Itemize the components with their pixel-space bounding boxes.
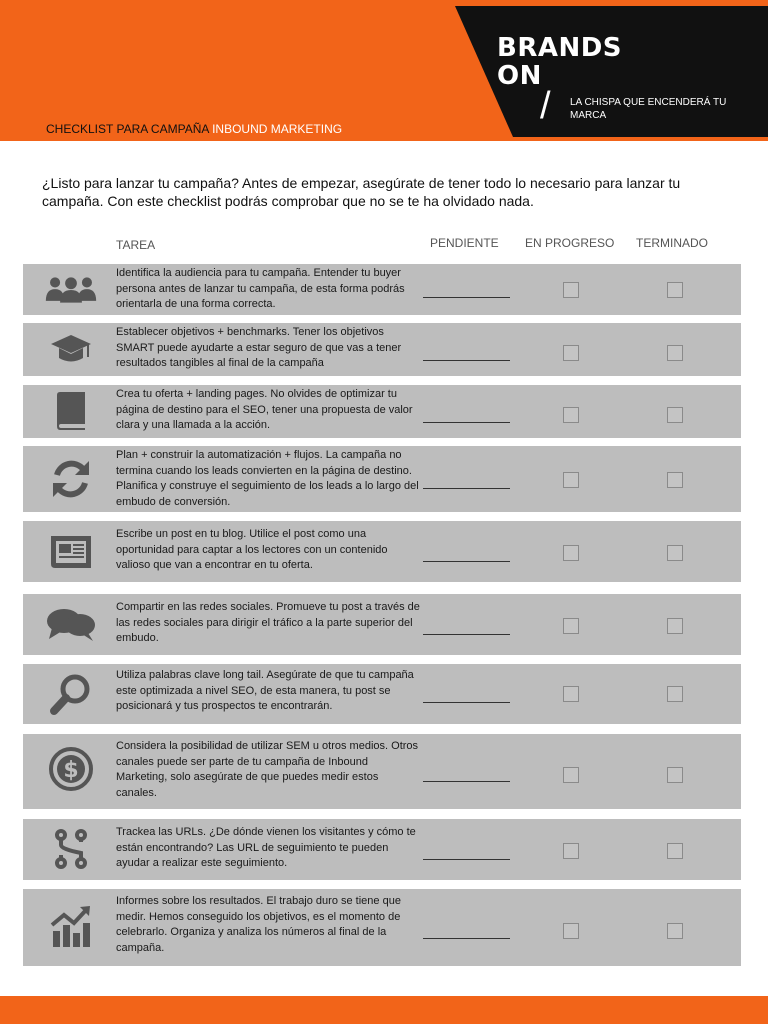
in-progress-checkbox[interactable] <box>563 545 579 561</box>
magnifier-icon <box>45 672 97 716</box>
task-text: Considera la posibilidad de utilizar SEM u otros medios. Otros canales puede ser parte de tu campaña de Inbound Marketing, solo asegúrate de que puedes medir estos canales. <box>116 740 419 799</box>
newspaper-icon <box>45 529 97 573</box>
refresh-icon <box>45 457 97 501</box>
task-row <box>23 664 741 724</box>
task-text: Identifica la audiencia para tu campaña. Entender tu buyer persona antes de lanzar tu campaña, de esta forma podrás orientarla de una forma correcta. <box>116 267 405 310</box>
in-progress-checkbox[interactable] <box>563 923 579 939</box>
task-text: Informes sobre los resultados. El trabajo duro se tiene que medir. Hemos conseguido los objetivos, es el momento de celebrarlo. Organiza y analiza los números al final de la campaña. <box>116 895 401 954</box>
title-part1: CHECKLIST PARA CAMPAÑA <box>46 122 213 136</box>
task-text: Crea tu oferta + landing pages. No olvides de optimizar tu página de destino para el SEO, tener una propuesta de valor clara y una llamada a la acción. <box>116 388 413 431</box>
pending-line <box>423 297 510 298</box>
chat-bubbles-icon <box>45 602 97 646</box>
task-text: Utiliza palabras clave long tail. Asegúrate de que tu campaña este optimizada a nivel SEO, de esta manera, tu post se posicionará y tus prospectos te encontrarán. <box>116 669 414 712</box>
brand-logo <box>497 34 622 90</box>
column-header-pending: PENDIENTE <box>430 236 499 250</box>
task-row <box>23 819 741 880</box>
task-text: Plan + construir la automatización + flujos. La campaña no termina cuando los leads convierten en la página de destino. Planifica y construye el seguimiento de los leads a lo largo del embudo de conversión. <box>116 449 419 508</box>
pending-line <box>423 859 510 860</box>
task-row <box>23 521 741 582</box>
audience-icon <box>45 268 97 312</box>
svg-text:$: $ <box>63 758 79 783</box>
book-icon <box>45 389 97 433</box>
brand-tagline: LA CHISPA QUE ENCENDERÁ TU MARCA <box>570 97 727 121</box>
column-header-done: TERMINADO <box>636 236 708 250</box>
brand-slash: / <box>540 85 551 127</box>
pending-line <box>423 938 510 939</box>
branch-link-icon <box>45 827 97 871</box>
pending-line <box>423 360 510 361</box>
task-row <box>23 594 741 655</box>
brand-name-line2: ON <box>497 61 542 91</box>
task-text: Compartir en las redes sociales. Promueve tu post a través de las redes sociales para dirigir el tráfico a la parte superior del embudo. <box>116 601 420 644</box>
footer-band <box>0 996 768 1024</box>
growth-chart-icon <box>45 903 97 947</box>
done-checkbox[interactable] <box>667 923 683 939</box>
in-progress-checkbox[interactable] <box>563 345 579 361</box>
in-progress-checkbox[interactable] <box>563 472 579 488</box>
title-part2: INBOUND MARKETING <box>212 122 343 136</box>
brand-name-line1: BRANDS <box>497 33 623 63</box>
pending-line <box>423 488 510 489</box>
in-progress-checkbox[interactable] <box>563 767 579 783</box>
in-progress-checkbox[interactable] <box>563 618 579 634</box>
done-checkbox[interactable] <box>667 843 683 859</box>
done-checkbox[interactable] <box>667 407 683 423</box>
done-checkbox[interactable] <box>667 618 683 634</box>
pending-line <box>423 781 510 782</box>
done-checkbox[interactable] <box>667 767 683 783</box>
task-row <box>23 264 741 315</box>
done-checkbox[interactable] <box>667 686 683 702</box>
in-progress-checkbox[interactable] <box>563 282 579 298</box>
task-text: Establecer objetivos + benchmarks. Tener los objetivos SMART puede ayudarte a estar seguro de que vas a tener resultados tangibles al final de la campaña <box>116 326 402 369</box>
task-text: Trackea las URLs. ¿De dónde vienen los visitantes y cómo te están encontrando? Las URL de seguimiento te pueden ayudar a realizar este seguimiento. <box>116 826 416 869</box>
task-row <box>23 889 741 966</box>
task-text: Escribe un post en tu blog. Utilice el post como una oportunidad para captar a los lectores con un contenido valioso que van a encontrar en tu oferta. <box>116 528 388 571</box>
pending-line <box>423 422 510 423</box>
task-row <box>23 446 741 512</box>
dollar-coin-icon <box>45 747 97 791</box>
column-header-in-progress: EN PROGRESO <box>525 236 615 250</box>
task-row <box>23 323 741 376</box>
in-progress-checkbox[interactable] <box>563 686 579 702</box>
done-checkbox[interactable] <box>667 345 683 361</box>
done-checkbox[interactable] <box>667 282 683 298</box>
task-row <box>23 734 741 809</box>
pending-line <box>423 634 510 635</box>
done-checkbox[interactable] <box>667 545 683 561</box>
done-checkbox[interactable] <box>667 472 683 488</box>
task-row <box>23 385 741 438</box>
in-progress-checkbox[interactable] <box>563 843 579 859</box>
intro-text: ¿Listo para lanzar tu campaña? Antes de empezar, asegúrate de tener todo lo necesario para lanzar tu campaña. Con este checklist podrás comprobar que no se te ha olvidado nada. <box>42 175 681 209</box>
document-title <box>46 122 342 136</box>
column-header-task: TAREA <box>116 238 156 252</box>
in-progress-checkbox[interactable] <box>563 407 579 423</box>
pending-line <box>423 561 510 562</box>
graduation-cap-icon <box>45 327 97 371</box>
pending-line <box>423 702 510 703</box>
